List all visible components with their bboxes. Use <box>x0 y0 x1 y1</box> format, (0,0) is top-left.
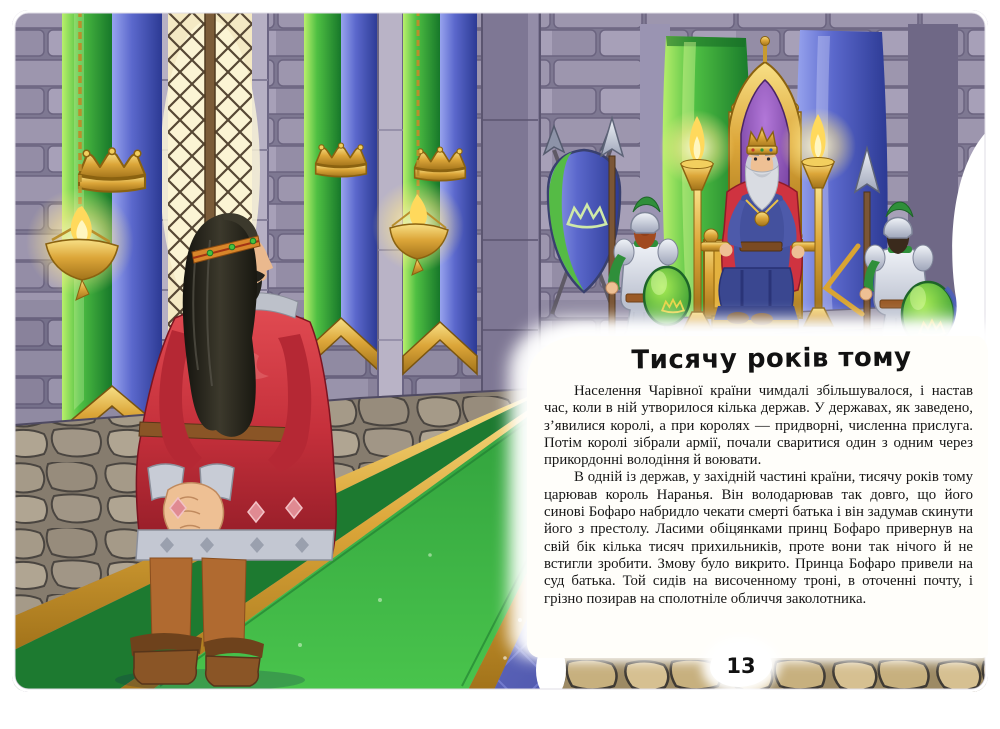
helmet-icon <box>884 218 912 239</box>
king-belt <box>740 242 782 251</box>
wall-pilaster <box>482 10 540 392</box>
trousers <box>150 558 192 644</box>
crown-icon <box>79 148 145 192</box>
page-number-text: 13 <box>726 653 756 678</box>
text-panel <box>527 336 988 658</box>
chapter-title: Тисячу років тому <box>631 342 912 376</box>
king-crown-icon <box>747 128 777 154</box>
helmet-icon <box>631 213 659 234</box>
crown-icon <box>415 147 466 181</box>
shield-icon <box>644 267 690 325</box>
crown-icon <box>316 143 367 177</box>
paragraph-1: Населення Чарівної країни чимдалі збільшувалося, і настав час, коли в ній утворилося кілька держав. У державах, як заведено, з’явилися королі, а при королях — придворні, численна прислуга. Потім королі зібрали армії, почали сваритися один з одним через прикордонні володіння й воювати. <box>544 383 973 469</box>
banner-middle-1 <box>304 10 378 370</box>
paragraph-2: В одній із держав, у західній частині країни, тисячу років тому царював король Наранья. Він володарював так довго, що його синові Бофаро набридло чекати смерті батька і він задумав скинути його з престолу. Ласими обіцянками принц Бофаро привернув на свій бік кілька тисяч прихильників, проте вони так нічого й не встигли зробити. Змову було викрито. Принца Бофаро привели на суд батька. Той сидів на височенному троні, в оточенні почту, і грізно позирав на сполотніле обличчя заколотника. <box>544 469 973 607</box>
king-medallion <box>755 212 769 226</box>
